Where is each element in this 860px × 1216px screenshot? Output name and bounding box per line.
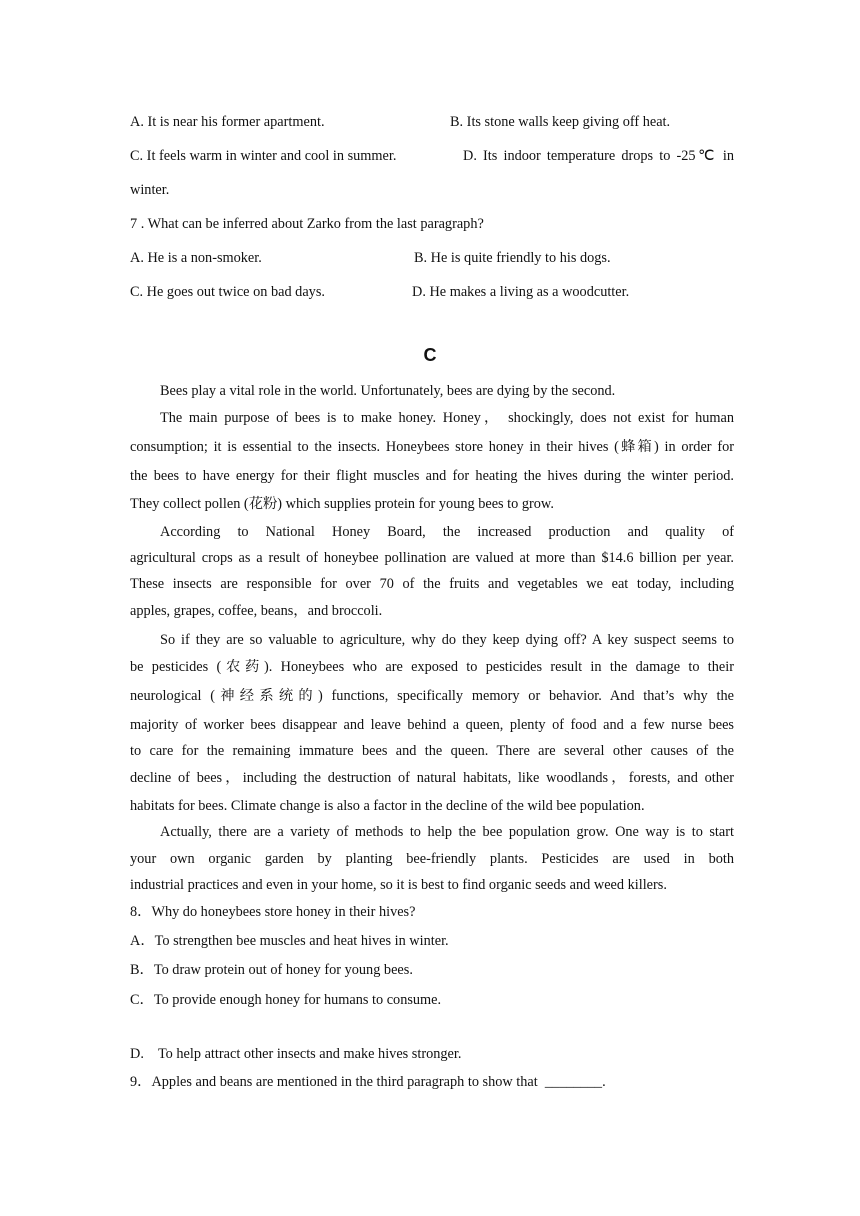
passage-p4-line-7: habitats for bees. Climate change is also a factor in the decline of the wild bee population.	[130, 798, 645, 814]
q7-option-a: A. He is a non-smoker.	[130, 250, 262, 266]
question-8-stem: 8．Why do honeybees store honey in their hives?	[130, 904, 416, 920]
question-9-stem: 9．Apples and beans are mentioned in the third paragraph to show that ________.	[130, 1074, 606, 1090]
q6-option-d-continued: winter.	[130, 182, 170, 198]
passage-p4-line-5: to care for the remaining immature bees and the queen. There are several other causes of the	[130, 743, 734, 759]
passage-p4-line-1: So if they are so valuable to agriculture, why do they keep dying off? A key suspect seems to	[160, 632, 734, 648]
passage-p2-line-1: The main purpose of bees is to make honey. Honey， shockingly, does not exist for human	[160, 410, 734, 426]
passage-p4-line-6: decline of bees，including the destruction of natural habitats, like woodlands，forests, and other	[130, 770, 734, 786]
passage-p2-line-4: They collect pollen (花粉) which supplies protein for young bees to grow.	[130, 496, 554, 512]
q6-option-c: C. It feels warm in winter and cool in summer.	[130, 148, 397, 164]
passage-p4-line-2: be pesticides (农药). Honeybees who are exposed to pesticides result in the damage to their	[130, 659, 734, 675]
q6-option-b: B. Its stone walls keep giving off heat.	[450, 114, 671, 130]
passage-p5-line-2: your own organic garden by planting bee-friendly plants. Pesticides are used in both	[130, 851, 734, 867]
q8-option-c: C．To provide enough honey for humans to consume.	[130, 992, 442, 1008]
q6-option-d: D. Its indoor temperature drops to -25℃ in	[463, 148, 734, 164]
passage-p2-line-3: the bees to have energy for their flight muscles and for heating the hives during the winter period.	[130, 468, 734, 484]
section-heading: C	[423, 345, 437, 365]
passage-p2-line-2: consumption; it is essential to the insects. Honeybees store honey in their hives (蜂箱) in order for	[130, 439, 734, 455]
passage-p3-line-3: These insects are responsible for over 70 of the fruits and vegetables we eat today, including	[130, 576, 734, 592]
q8-option-a: A．To strengthen bee muscles and heat hives in winter.	[130, 933, 449, 949]
passage-p5-line-1: Actually, there are a variety of methods to help the bee population grow. One way is to start	[160, 824, 734, 840]
passage-p3-line-2: agricultural crops as a result of honeybee pollination are valued at more than $14.6 billion per year.	[130, 550, 734, 566]
q6-option-a: A. It is near his former apartment.	[130, 114, 325, 130]
passage-paragraph-1: Bees play a vital role in the world. Unfortunately, bees are dying by the second.	[160, 383, 616, 399]
q7-option-b: B. He is quite friendly to his dogs.	[414, 250, 611, 266]
passage-p5-line-3: industrial practices and even in your home, so it is best to find organic seeds and weed killers.	[130, 877, 667, 893]
question-7-stem: 7 . What can be inferred about Zarko from the last paragraph?	[130, 216, 484, 232]
q7-option-d: D. He makes a living as a woodcutter.	[412, 284, 630, 300]
passage-p3-line-4: apples, grapes, coffee, beans，and broccoli.	[130, 603, 383, 619]
q7-option-c: C. He goes out twice on bad days.	[130, 284, 325, 300]
passage-p3-line-1: According to National Honey Board, the increased production and quality of	[160, 524, 734, 540]
passage-p4-line-3: neurological (神经系统的) functions, specifically memory or behavior. And that’s why the	[130, 688, 734, 704]
q8-option-d: D. To help attract other insects and make hives stronger.	[130, 1046, 462, 1062]
q8-option-b: B．To draw protein out of honey for young bees.	[130, 962, 413, 978]
passage-p4-line-4: majority of worker bees disappear and leave behind a queen, plenty of food and a few nurse bees	[130, 717, 734, 733]
